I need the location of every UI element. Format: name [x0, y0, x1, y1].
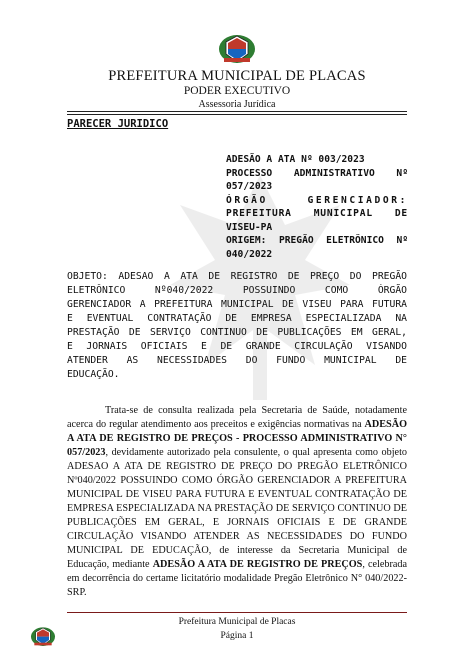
para-text-3: , celebrada em decorrência do certame licitatório modalidade Pregão Eletrônico N° 040/2022-SRP. [67, 559, 408, 598]
ref-line: VISEU-PA [226, 221, 273, 233]
objeto-line: E EVENTUAL CONTRATAÇÃO DE EMPRESA ESPECIALIZADA NA [67, 313, 407, 324]
para-bold-1: ADESÃO A ATA DE REGISTRO DE PREÇOS - PROCESSO ADMINISTRATIVO N° 057/2023 [67, 419, 407, 458]
para-text-1: Trata-se de consulta realizada pela Secretaria de Saúde, notadamente acerca do regular atendimento aos preceitos e exigências normativas na [67, 405, 407, 430]
ref-line: 040/2022 [226, 248, 273, 260]
objeto-line: ELETRÔNICO Nº040/2022 POSSUINDO COMO ÓRGÃO [67, 285, 407, 296]
para-text-2: , devidamente autorizado pela consulente, o qual apresenta como objeto ADESAO A ATA DE REGISTRO DE PREÇO DO PREGÃO ELETRÔNICO Nº040/2022 POSSUINDO COMO ÓRGÃO GERENCIADOR A PREFEITURA MUNICIPAL DE VISEU PARA FUTURA E EVENTUAL CONTRATAÇÃO DE EMPRESA ESPECIALIZADA NA PRESTAÇÃO DE SERVIÇO CONTINUO DE PUBLICAÇÕES EM GERAL, E JORNAIS OFICIAIS E DE GRANDE CIRCULAÇÃO VISANDO ATENDER AS NECESSIDADES DO FUNDO MUNICIPAL DE EDUCAÇÃO, de interesse da Secretaria Municipal de Educação, mediante [67, 447, 407, 570]
body-paragraph [67, 404, 407, 600]
para-bold-2: ADESÃO A ATA DE REGISTRO DE PREÇOS [152, 559, 363, 570]
header-rule-1 [67, 111, 407, 112]
header-unit: Assessoria Jurídica [198, 99, 276, 110]
reference-block [226, 153, 408, 261]
objeto-line: PRESTAÇÃO DE SERVIÇO CONTINUO DE PUBLICAÇÕES EM GERAL, [67, 327, 407, 338]
ref-line: 057/2023 [226, 181, 273, 192]
header-rule-2 [67, 114, 407, 115]
objeto-section [67, 270, 407, 382]
ref-line: ADESÃO A ATA Nº 003/2023 [226, 154, 365, 165]
footer-page-number: Página 1 [220, 631, 254, 641]
ref-line: PREFEITURA MUNICIPAL DE [226, 208, 408, 219]
objeto-line: E JORNAIS OFICIAIS E DE GRANDE CIRCULAÇÃO VISANDO [67, 341, 407, 352]
municipal-crest-icon [218, 30, 256, 66]
ref-line: ÓRGÃO GERENCIADOR: [226, 194, 408, 206]
footer-rule [67, 612, 407, 613]
doc-title: PARECER JURIDICO [67, 118, 169, 130]
objeto-line: ATENDER AS NECESSIDADES DO FUNDO MUNICIPAL DE [67, 355, 407, 366]
objeto-line: GERENCIADOR A PREFEITURA MUNICIPAL DE VISEU PARA FUTURA [67, 299, 407, 310]
ref-line: ORIGEM: PREGÃO ELETRÔNICO Nº [226, 235, 408, 246]
header-org: PREFEITURA MUNICIPAL DE PLACAS [108, 68, 366, 84]
objeto-line: OBJETO: ADESAO A ATA DE REGISTRO DE PREÇO DO PREGÃO [67, 271, 407, 282]
header-dept: PODER EXECUTIVO [183, 85, 291, 97]
footer-org: Prefeitura Municipal de Placas [178, 617, 296, 627]
ref-line: PROCESSO ADMINISTRATIVO Nº [226, 167, 408, 179]
objeto-line: EDUCAÇÃO. [67, 369, 120, 380]
